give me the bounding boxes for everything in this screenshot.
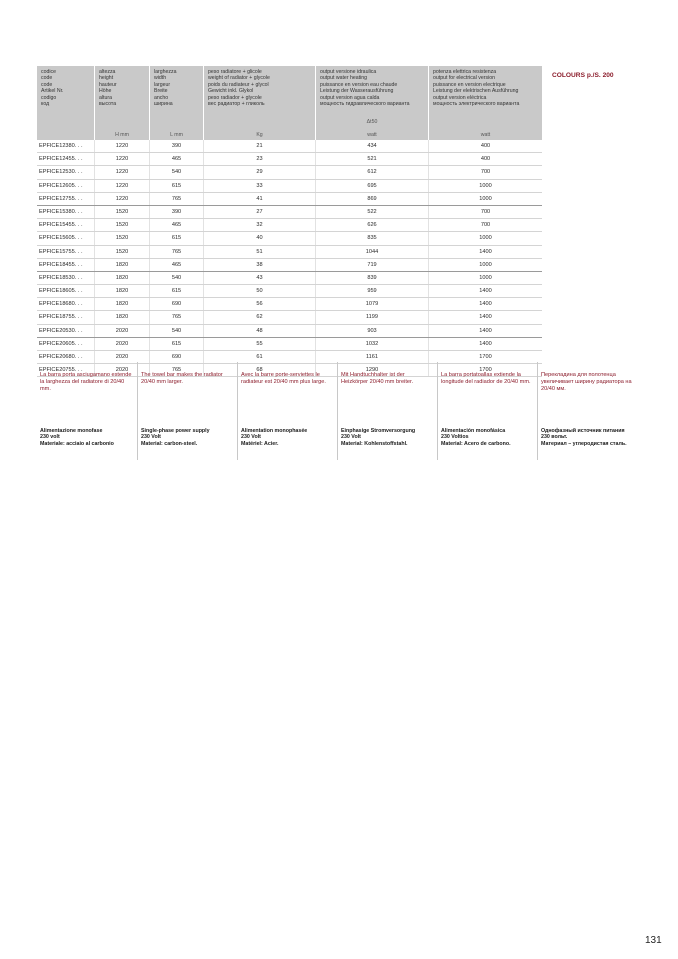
cell-code: EPFICE12455. . . — [39, 156, 83, 163]
cell-water-output: 835 — [315, 232, 428, 244]
note-power-line: Alimentación monofásica — [441, 428, 506, 434]
cell-width: 540 — [149, 272, 203, 284]
note-power-line: Материал – углеродистая сталь. — [541, 440, 627, 447]
note-power-line: Alimentazione monofase — [40, 428, 103, 434]
cell-weight: 61 — [203, 351, 315, 363]
cell-code: EPFICE12755. . . — [39, 195, 83, 202]
note-power-line: 230 volt — [40, 434, 60, 441]
note-power-line: Einphasige Stromversorgung — [341, 428, 416, 434]
notes-row — [37, 362, 640, 460]
note-power-line: 230 Volt — [141, 434, 161, 441]
cell-width: 615 — [149, 180, 203, 192]
cell-electric-output: 1700 — [428, 351, 542, 363]
cell-height: 1520 — [94, 232, 149, 244]
cell-weight: 56 — [203, 298, 315, 310]
table-row — [37, 219, 542, 232]
table-row — [37, 311, 542, 324]
header-line: code — [41, 75, 53, 82]
header-line: Breite — [154, 88, 168, 95]
note-towel-bar-text: The towel bar makes the radiator 20/40 mm larger. — [141, 372, 223, 385]
header-line: codice — [41, 69, 56, 75]
cell-electric-output: 700 — [428, 206, 542, 218]
note-power-spec — [241, 428, 333, 447]
header-line: ancho — [154, 94, 169, 101]
note-power-line: Material: carbon-steel. — [141, 440, 198, 447]
cell-water-output: 903 — [315, 325, 428, 337]
cell-weight: 23 — [203, 153, 315, 165]
cell-electric-output: 1700 — [428, 364, 542, 376]
cell-water-output: 1161 — [315, 351, 428, 363]
cell-width: 690 — [149, 298, 203, 310]
note-it — [37, 362, 137, 460]
radiator-spec-table — [37, 66, 542, 377]
cell-electric-output: 400 — [428, 153, 542, 165]
note-power-line: Single-phase power supply — [141, 428, 210, 434]
table-header — [37, 66, 542, 140]
cell-electric-output: 1400 — [428, 285, 542, 297]
header-line: вес радиатор + гликоль — [208, 101, 265, 108]
cell-water-output: 1199 — [315, 311, 428, 323]
cell-height: 2020 — [94, 338, 149, 350]
cell-code: EPFICE20680. . . — [39, 354, 83, 360]
cell-electric-output: 1400 — [428, 311, 542, 323]
cell-code: EPFICE18455. . . — [39, 261, 83, 268]
header-line: altura — [99, 94, 112, 101]
cell-electric-output: 1000 — [428, 272, 542, 284]
cell-water-output: 719 — [315, 259, 428, 271]
header-unit: Kg — [256, 131, 263, 138]
cell-water-output: 434 — [315, 140, 428, 152]
cell-electric-output: 1000 — [428, 193, 542, 205]
cell-water-output: 1079 — [315, 298, 428, 310]
cell-height: 1820 — [94, 272, 149, 284]
header-line: codigo — [41, 94, 57, 101]
cell-electric-output: 1400 — [428, 338, 542, 350]
note-power-line: Material: Acero de carbono. — [441, 440, 511, 447]
cell-height: 1220 — [94, 180, 149, 192]
note-towel-bar-text: La barra portatoallas extiende la longitude del radiador de 20/40 mm. — [441, 372, 531, 385]
header-line: altezza — [99, 69, 116, 75]
header-line: code — [41, 81, 53, 88]
cell-width: 765 — [149, 246, 203, 258]
table-row — [37, 272, 542, 285]
cell-width: 465 — [149, 153, 203, 165]
note-ru — [537, 362, 637, 460]
cell-electric-output: 700 — [428, 219, 542, 231]
cell-height: 1220 — [94, 153, 149, 165]
table-row — [37, 298, 542, 311]
header-unit: watt — [480, 131, 491, 138]
cell-weight: 29 — [203, 166, 315, 178]
header-line: Leistung der elektrischen Ausführung — [433, 88, 519, 95]
header-line: высота — [99, 101, 117, 108]
table-row — [37, 180, 542, 193]
note-power-spec — [541, 428, 633, 447]
header-line: Artikel Nr. — [41, 88, 64, 95]
header-line: peso radiador + glycole — [208, 94, 262, 101]
header-line: hauteur — [99, 81, 117, 88]
cell-electric-output: 400 — [428, 140, 542, 152]
table-row — [37, 246, 542, 259]
cell-height: 1220 — [94, 193, 149, 205]
header-line: potenza elettrica resistenza — [433, 69, 497, 75]
cell-code: EPFICE18680. . . — [39, 301, 83, 308]
cell-electric-output: 1400 — [428, 246, 542, 258]
table-row — [37, 193, 542, 206]
cell-weight: 62 — [203, 311, 315, 323]
note-power-line: Matériel: Acier. — [241, 440, 279, 447]
cell-water-output: 1044 — [315, 246, 428, 258]
colours-label: COLOURS — [552, 72, 585, 79]
note-fr — [237, 362, 337, 460]
cell-height: 1520 — [94, 219, 149, 231]
note-power-spec — [40, 428, 133, 447]
cell-electric-output: 700 — [428, 166, 542, 178]
note-power-spec — [441, 428, 533, 447]
header-height — [94, 66, 149, 140]
note-towel-bar-text: Mit Handtuchhalter ist der Heizkörper 20/40 mm breiter. — [341, 372, 414, 385]
cell-height: 1520 — [94, 206, 149, 218]
cell-water-output: 626 — [315, 219, 428, 231]
table-row — [37, 338, 542, 351]
cell-height: 1820 — [94, 259, 149, 271]
header-line: weight of radiator + glycole — [208, 75, 270, 82]
cell-weight: 50 — [203, 285, 315, 297]
cell-code: EPFICE12530. . . — [39, 169, 83, 176]
cell-weight: 68 — [203, 364, 315, 376]
header-line: output versione idraulica — [320, 69, 377, 75]
cell-weight: 51 — [203, 246, 315, 258]
cell-code: EPFICE12605. . . — [39, 182, 83, 189]
header-line: код — [41, 101, 50, 108]
cell-width: 390 — [149, 206, 203, 218]
cell-weight: 43 — [203, 272, 315, 284]
cell-code: EPFICE18530. . . — [39, 274, 83, 281]
cell-height: 2020 — [94, 351, 149, 363]
cell-width: 390 — [149, 140, 203, 152]
header-unit: watt — [367, 131, 377, 138]
header-line: мощность электрического варианта — [433, 101, 520, 108]
header-water-output — [315, 66, 428, 140]
cell-code: EPFICE20755. . . — [39, 367, 83, 374]
cell-width: 690 — [149, 351, 203, 363]
cell-code: EPFICE20605. . . — [39, 340, 83, 347]
note-power-spec — [341, 428, 433, 447]
header-line: мощность гидравлического варианта — [320, 101, 410, 108]
note-en — [137, 362, 237, 460]
header-line: ширина — [154, 101, 173, 108]
header-line: puissance en version electrique — [433, 81, 506, 88]
cell-width: 465 — [149, 219, 203, 231]
cell-width: 615 — [149, 232, 203, 244]
cell-water-output: 521 — [315, 153, 428, 165]
header-line: output for electrical version — [433, 75, 495, 82]
table-row — [37, 325, 542, 338]
cell-code: EPFICE15605. . . — [39, 235, 83, 242]
cell-weight: 41 — [203, 193, 315, 205]
header-unit: H mm — [115, 131, 129, 138]
cell-height: 2020 — [94, 364, 149, 376]
cell-code: EPFICE18605. . . — [39, 288, 83, 295]
cell-width: 765 — [149, 364, 203, 376]
cell-water-output: 1032 — [315, 338, 428, 350]
note-power-line: Material: Kohlenstoffstahl. — [341, 440, 408, 447]
header-line: puissance en version eau chaude — [320, 81, 398, 88]
table-row — [37, 153, 542, 166]
cell-weight: 21 — [203, 140, 315, 152]
note-de — [337, 362, 437, 460]
cell-water-output: 1290 — [315, 364, 428, 376]
cell-width: 540 — [149, 325, 203, 337]
header-line: output water heating — [320, 75, 368, 82]
cell-height: 1520 — [94, 246, 149, 258]
cell-code: EPFICE18755. . . — [39, 314, 83, 321]
header-delta-t: Δt50 — [366, 119, 378, 125]
cell-weight: 38 — [203, 259, 315, 271]
header-line: larghezza — [154, 69, 177, 75]
cell-width: 765 — [149, 193, 203, 205]
cell-water-output: 695 — [315, 180, 428, 192]
cell-code: EPFICE15755. . . — [39, 248, 83, 255]
cell-water-output: 839 — [315, 272, 428, 284]
note-towel-bar-text: La barra porta asciugamano estende la larghezza del radiatore di 20/40 mm. — [40, 372, 132, 392]
note-power-line: 230 Voltios — [441, 434, 469, 441]
header-line: Leistung der Wasserausführung — [320, 88, 394, 95]
note-power-line: Materiale: acciaio al carbonio — [40, 440, 114, 447]
header-weight — [203, 66, 315, 140]
note-towel-bar-text: Avec la barre porte-serviettes le radiateur est 20/40 mm plus large. — [241, 372, 326, 385]
table-row — [37, 140, 542, 153]
table-row — [37, 285, 542, 298]
header-line: height — [99, 75, 114, 82]
header-width — [149, 66, 203, 140]
note-power-line: 230 Volt — [341, 434, 361, 441]
table-row — [37, 259, 542, 272]
cell-code: EPFICE12380. . . — [39, 143, 83, 149]
cell-weight: 40 — [203, 232, 315, 244]
colours-reference[interactable] — [552, 72, 614, 79]
cell-water-output: 869 — [315, 193, 428, 205]
table-row — [37, 232, 542, 245]
cell-electric-output: 1000 — [428, 259, 542, 271]
header-line: width — [154, 75, 167, 82]
cell-width: 465 — [149, 259, 203, 271]
cell-width: 615 — [149, 285, 203, 297]
colours-page-ref: p./S. 200 — [586, 72, 614, 79]
cell-code: EPFICE20530. . . — [39, 327, 83, 334]
cell-weight: 48 — [203, 325, 315, 337]
note-power-spec — [141, 428, 233, 447]
header-line: poids du radiateur + glycol — [208, 81, 269, 88]
header-line: Höhe — [99, 88, 112, 95]
note-power-line: 230 вольт. — [541, 434, 568, 441]
cell-width: 615 — [149, 338, 203, 350]
note-es — [437, 362, 537, 460]
note-power-line: Alimentation monophasée — [241, 428, 308, 434]
header-electric-output — [428, 66, 542, 140]
cell-code: EPFICE15455. . . — [39, 222, 83, 229]
cell-width: 540 — [149, 166, 203, 178]
table-body — [37, 140, 542, 377]
header-line: largeur — [154, 81, 171, 88]
cell-height: 2020 — [94, 325, 149, 337]
cell-water-output: 959 — [315, 285, 428, 297]
header-line: output version agua calda — [320, 94, 380, 101]
page-number: 131 — [645, 935, 662, 946]
header-line: output version eléctrica — [433, 94, 487, 101]
cell-height: 1820 — [94, 285, 149, 297]
header-code — [37, 66, 94, 140]
table-row — [37, 166, 542, 179]
header-line: Gewicht inkl. Glykol — [208, 88, 254, 95]
cell-height: 1220 — [94, 166, 149, 178]
note-power-line: 230 Volt — [241, 434, 261, 441]
header-line: peso radiatore + glicole — [208, 69, 262, 75]
cell-weight: 27 — [203, 206, 315, 218]
cell-height: 1820 — [94, 311, 149, 323]
cell-weight: 55 — [203, 338, 315, 350]
cell-water-output: 612 — [315, 166, 428, 178]
note-towel-bar-text: Перекладина для полотенца увеличивает ширину радиатора на 20/40 мм. — [541, 372, 632, 392]
cell-electric-output: 1400 — [428, 298, 542, 310]
cell-height: 1820 — [94, 298, 149, 310]
cell-electric-output: 1000 — [428, 180, 542, 192]
cell-code: EPFICE15380. . . — [39, 208, 83, 215]
cell-weight: 33 — [203, 180, 315, 192]
cell-weight: 32 — [203, 219, 315, 231]
cell-electric-output: 1400 — [428, 325, 542, 337]
table-row — [37, 206, 542, 219]
note-power-line: Однофазный источник питания — [541, 428, 625, 434]
header-unit: L mm — [170, 131, 183, 138]
cell-width: 765 — [149, 311, 203, 323]
cell-water-output: 522 — [315, 206, 428, 218]
cell-height: 1220 — [94, 140, 149, 152]
cell-electric-output: 1000 — [428, 232, 542, 244]
